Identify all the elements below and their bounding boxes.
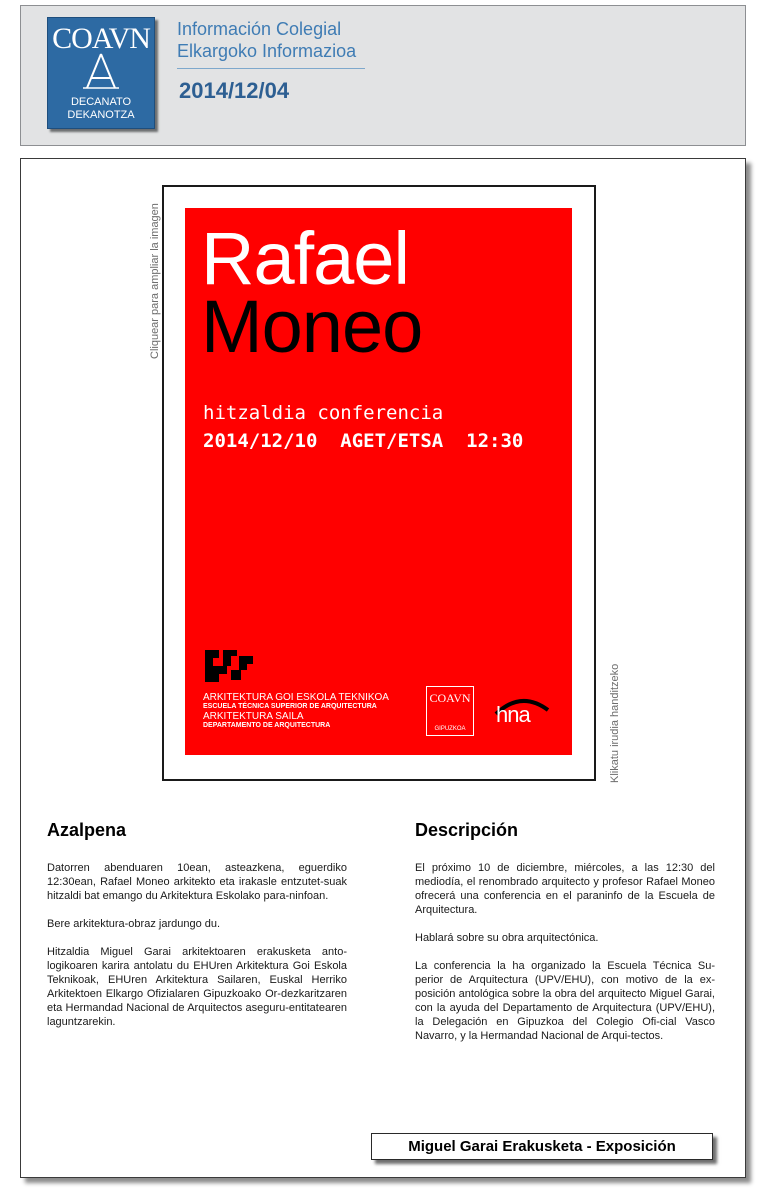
descripcion-heading: Descripción (415, 820, 519, 840)
enlarge-hint-es: Cliquear para ampliar la imagen (149, 203, 161, 359)
azalpena-paragraph: Datorren abenduaren 10ean, asteazkena, eguerdiko 12:30ean, Rafael Moneo arkitekto eta irakasle entzutet-suak hitzaldi bat emango du Arkitektura Eskolako para-ninfoan. (47, 862, 347, 902)
coavn-logo-lettering: COAVN (52, 22, 150, 55)
azalpena-heading: Azalpena (47, 820, 127, 840)
poster-event-type (203, 402, 443, 424)
logo-caption (48, 96, 154, 122)
org-line-4: DEPARTAMENTO DE ARQUITECTURA (203, 722, 331, 729)
descripcion-paragraph: Hablará sobre su obra arquitectónica. (415, 932, 599, 944)
poster-time: 12:30 (466, 430, 524, 452)
coavn-logo-mark (48, 24, 154, 54)
upv-ehu-logo-icon (203, 648, 259, 686)
hna-logo (490, 692, 552, 739)
descripcion-column (415, 819, 715, 1057)
enlarge-hint-eu: Klikatu irudia handitzeko (609, 663, 621, 783)
descripcion-paragraph: La conferencia la ha organizado la Escuela Técnica Su-perior de Arquitectura (UPV/EHU), con motivo de la ex-posición antológica sobre la obra del arquitecto Miguel Garai, con la ayuda del Departamento de Arquitectura (UPV/EHU), la Delegación en Gipuzkoa del Colegio Ofi-cial Vasco Navarro, y la Hermandad Nacional de Arqui-tectos. (415, 960, 715, 1042)
org-line-1: ARKITEKTURA GOI ESKOLA TEKNIKOA (203, 692, 389, 703)
poster-coavn-mark: COAVN (429, 691, 471, 705)
azalpena-paragraph: Hitzaldia Miguel Garai arkitektoaren erakusketa anto-logikoaren karira antolatu du EHUren Arkitektura Goi Eskola Teknikoak, EHUren Arkitektura Sailaren, Euskal Herriko Arkitektoen Elkargo Ofizialaren Gipuzkoako Or-dezkaritzaren eta Hermandad Nacional de Arquitectos aseguru-entitatearen laguntzarekin. (47, 946, 347, 1028)
header-banner (20, 5, 746, 146)
poster-coavn-sub: GIPUZKOA (434, 726, 466, 732)
header-divider (177, 68, 365, 69)
enlarge-hint-es-wrap (149, 203, 161, 371)
org-line-2: ESCUELA TÉCNICA SUPERIOR DE ARQUITECTURA (203, 703, 377, 710)
exhibition-badge[interactable]: Miguel Garai Erakusketa - Exposición (371, 1133, 713, 1160)
poster-venue: AGET/ETSA (340, 430, 444, 452)
poster-type-es: conferencia (317, 402, 444, 424)
content-panel (20, 158, 746, 1178)
poster-date: 2014/12/10 (203, 430, 318, 452)
poster-frame[interactable] (162, 185, 596, 781)
poster-last-name: Moneo (201, 285, 423, 368)
event-poster[interactable] (185, 208, 572, 755)
azalpena-column (47, 819, 347, 1043)
logo-caption-line1: DECANATO (70, 96, 132, 108)
poster-details (203, 430, 523, 452)
poster-organizers (203, 692, 389, 730)
poster-coavn-logo (426, 686, 474, 736)
header-title-eu: Elkargoko Informazioa (177, 41, 357, 61)
compass-icon (81, 52, 121, 90)
header-titles (177, 18, 356, 62)
header-title-es: Información Colegial (177, 19, 342, 39)
descripcion-paragraph: El próximo 10 de diciembre, miércoles, a las 12:30 del mediodía, el renombrado arquitecto y profesor Rafael Moneo ofrecerá una conferencia en el paraninfo de la Escuela de Arquitectura. (415, 862, 715, 916)
azalpena-paragraph: Bere arkitektura-obraz jardungo du. (47, 918, 221, 930)
poster-type-eu: hitzaldia (203, 402, 306, 424)
enlarge-hint-eu-wrap (609, 663, 621, 795)
poster-first-name: Rafael (201, 217, 409, 300)
header-date: 2014/12/04 (179, 78, 290, 103)
logo-caption-line2: DEKANOTZA (67, 109, 135, 121)
hna-wordmark: hna (496, 702, 530, 727)
coavn-logo[interactable] (47, 17, 155, 129)
org-line-3: ARKITEKTURA SAILA (203, 711, 304, 722)
